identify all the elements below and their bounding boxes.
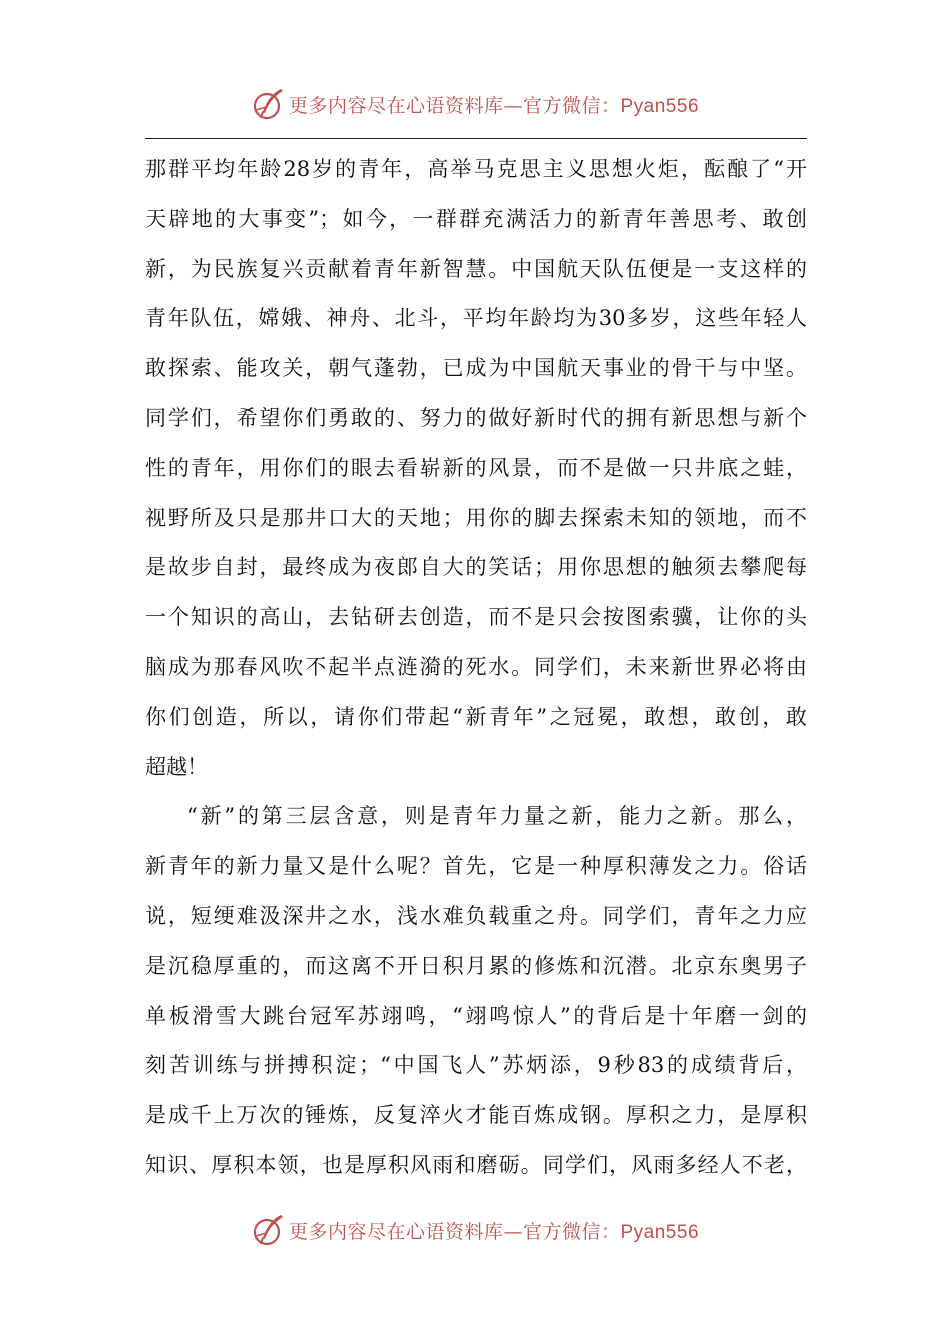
text-line: 是成千上万次的锤炼，反复淬火才能百炼成钢。厚积之力，是厚积 — [145, 1103, 807, 1128]
footer-banner-text: 更多内容尽在心语资料库—官方微信：Pyan556 — [288, 1220, 700, 1243]
text-line: 单板滑雪大跳台冠军苏翊鸣，“翊鸣惊人”的背后是十年磨一剑的 — [145, 1003, 807, 1028]
text-line: 知识、厚积本领，也是厚积风雨和磨砺。同学们，风雨多经人不老， — [145, 1152, 807, 1177]
quill-pen-circle-icon — [251, 86, 287, 122]
quill-pen-circle-icon — [251, 1212, 287, 1248]
text-line: 新青年的新力量又是什么呢？首先，它是一种厚积薄发之力。俗话 — [145, 854, 807, 879]
text-line: 是故步自封，最终成为夜郎自大的笑话；用你思想的触须去攀爬每 — [145, 555, 807, 580]
paragraph-start-line: “新”的第三层含意，则是青年力量之新，能力之新。那么， — [187, 804, 807, 829]
text-line: 是沉稳厚重的，而这离不开日积月累的修炼和沉潜。北京东奥男子 — [145, 953, 807, 978]
header-banner — [0, 84, 950, 124]
text-line: 说，短绠难汲深井之水，浅水难负载重之舟。同学们，青年之力应 — [145, 903, 807, 928]
text-line: 脑成为那春风吹不起半点涟漪的死水。同学们，未来新世界必将由 — [145, 654, 807, 679]
text-line: 敢探索、能攻关，朝气蓬勃，已成为中国航天事业的骨干与中坚。 — [145, 356, 807, 381]
text-line: 同学们，希望你们勇敢的、努力的做好新时代的拥有新思想与新个 — [145, 405, 807, 430]
header-divider — [145, 138, 807, 139]
header-wechat-handle: Pyan556 — [620, 95, 700, 117]
text-line: 青年队伍，嫦娥、神舟、北斗，平均年龄均为30多岁，这些年轻人 — [145, 306, 807, 331]
header-banner-text: 更多内容尽在心语资料库—官方微信：Pyan556 — [288, 94, 700, 117]
text-line: 天辟地的大事变”；如今，一群群充满活力的新青年善思考、敢创 — [145, 206, 807, 231]
document-body — [145, 145, 807, 1191]
text-line: 那群平均年龄28岁的青年，高举马克思主义思想火炬，酝酿了“开 — [145, 157, 807, 181]
text-line: 视野所及只是那井口大的天地；用你的脚去探索未知的领地，而不 — [145, 505, 807, 530]
text-line: 刻苦训练与拼搏积淀；“中国飞人”苏炳添，9秒83的成绩背后， — [145, 1053, 807, 1078]
footer-wechat-handle: Pyan556 — [620, 1221, 700, 1243]
text-line: 你们创造，所以，请你们带起“新青年”之冠冕，敢想，敢创，敢 — [145, 704, 807, 729]
text-line: 性的青年，用你们的眼去看崭新的风景，而不是做一只井底之蛙， — [145, 455, 807, 480]
text-line: 一个知识的高山，去钻研去创造，而不是只会按图索骥，让你的头 — [145, 605, 807, 630]
text-line: 超越！ — [145, 754, 208, 779]
text-line: 新，为民族复兴贡献着青年新智慧。中国航天队伍便是一支这样的 — [145, 256, 807, 281]
footer-banner — [0, 1210, 950, 1250]
